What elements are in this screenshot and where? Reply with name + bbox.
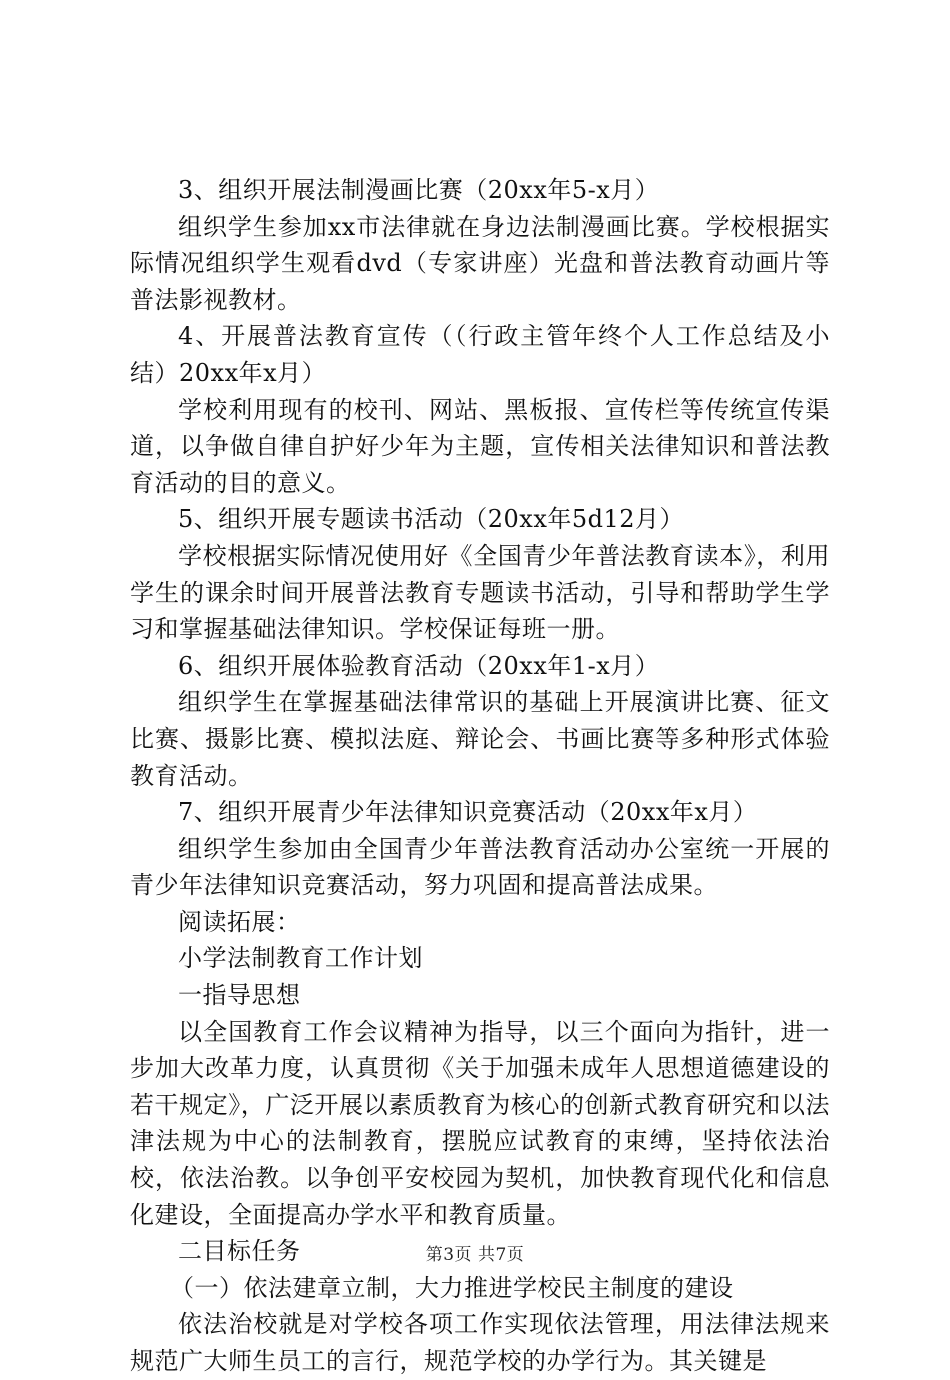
document-body bbox=[130, 172, 830, 1380]
body-paragraph: 组织学生参加xx市法律就在身边法制漫画比赛。学校根据实际情况组织学生观看dvd（专家讲座）光盘和普法教育动画片等普法影视教材。 bbox=[130, 212, 830, 314]
subsection-heading: （一）依法建章立制，大力推进学校民主制度的建设 bbox=[170, 1273, 734, 1302]
body-paragraph: 以全国教育工作会议精神为指导，以三个面向为指针，进一步加大改革力度，认真贯彻《关于加强未成年人思想道德建设的若干规定》，广泛开展以素质教育为核心的创新式教育研究和以法津法规为中心的法制教育，摆脱应试教育的束缚，坚持依法治校，依法治教。以争创平安校园为契机，加快教育现代化和信息化建设，全面提高办学水平和教育质量。 bbox=[130, 1017, 830, 1229]
heading-item-4: 4、开展普法教育宣传（（行政主管年终个人工作总结及小结）20xx年x月） bbox=[130, 322, 830, 387]
heading-item-3: 3、组织开展法制漫画比赛（20xx年5-x月） bbox=[178, 176, 660, 204]
heading-item-6: 6、组织开展体验教育活动（20xx年1-x月） bbox=[178, 651, 660, 680]
reading-extension-label: 阅读拓展： bbox=[178, 907, 301, 936]
body-paragraph: 依法治校就是对学校各项工作实现依法管理，用法律法规来规范广大师生员工的言行，规范学校的办学行为。其关键是 bbox=[130, 1310, 830, 1375]
body-paragraph: 组织学生在掌握基础法律常识的基础上开展演讲比赛、征文比赛、摄影比赛、模拟法庭、辩论会、书画比赛等多种形式体验教育活动。 bbox=[130, 688, 830, 790]
body-paragraph: 组织学生参加由全国青少年普法教育活动办公室统一开展的青少年法律知识竞赛活动，努力巩固和提高普法成果。 bbox=[130, 834, 830, 900]
section-heading-objectives: 二目标任务 bbox=[178, 1237, 301, 1266]
heading-item-5: 5、组织开展专题读书活动（20xx年5d12月） bbox=[178, 505, 685, 534]
page-number-footer: 第3页 共7页 bbox=[425, 1245, 525, 1265]
body-paragraph: 学校利用现有的校刊、网站、黑板报、宣传栏等传统宣传渠道，以争做自律自护好少年为主题，宣传相关法律知识和普法教育活动的目的意义。 bbox=[130, 395, 830, 497]
section-heading-guiding-ideology: 一指导思想 bbox=[178, 981, 301, 1010]
plan-title: 小学法制教育工作计划 bbox=[178, 944, 423, 973]
heading-item-7: 7、组织开展青少年法律知识竞赛活动（20xx年x月） bbox=[178, 798, 758, 827]
body-paragraph: 学校根据实际情况使用好《全国青少年普法教育读本》，利用学生的课余时间开展普法教育专题读书活动，引导和帮助学生学习和掌握基础法律知识。学校保证每班一册。 bbox=[130, 541, 830, 644]
